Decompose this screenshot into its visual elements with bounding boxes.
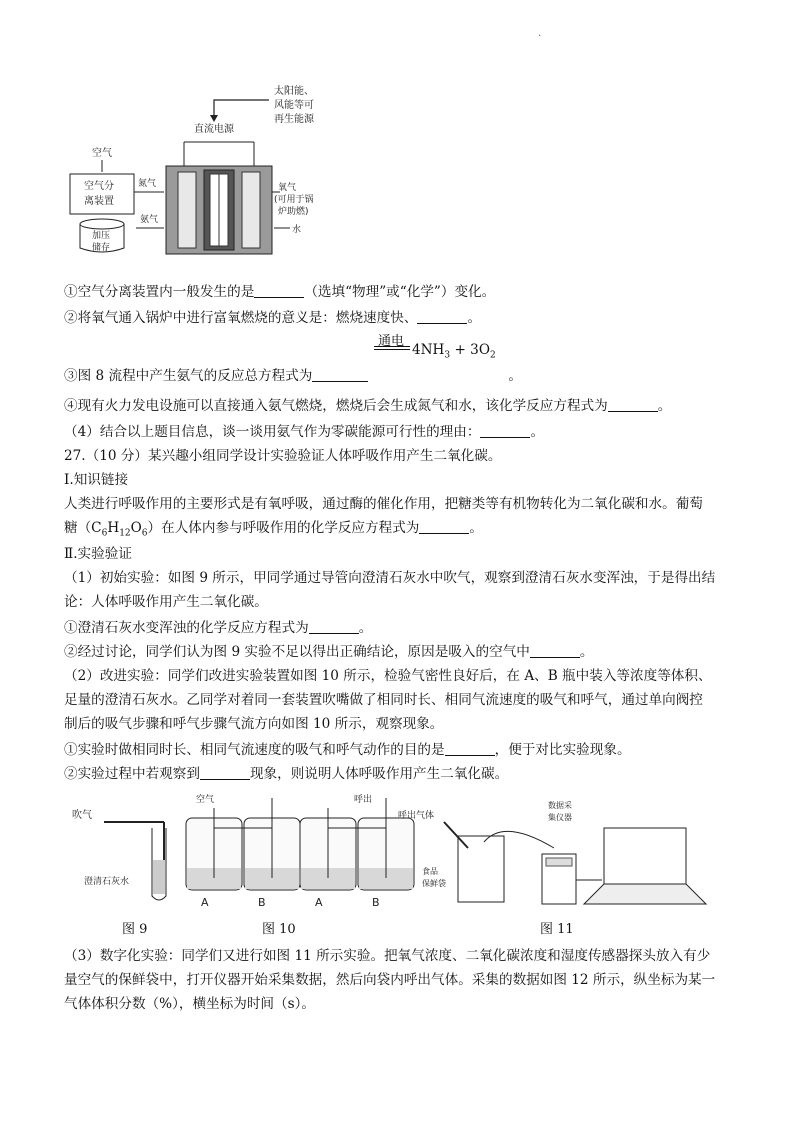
section-experiment: Ⅱ.实验验证 [64, 546, 132, 562]
answer-blank[interactable] [254, 283, 304, 298]
experiment-1-q1: ①澄清石灰水变浑浊的化学反应方程式为 。 [64, 620, 373, 636]
question-4: ④现有火力发电设施可以直接通入氨气燃烧，燃烧后会生成氮气和水，该化学反应方程式为 。 [64, 398, 672, 414]
laptop-screen [604, 828, 686, 884]
section-knowledge: Ⅰ.知识链接 [64, 472, 129, 488]
nitrogen-label: 氮气 [138, 179, 157, 189]
experiment-2-line-3: 制后的吸气步骤和呼气步骤气流方向如图 10 所示，观察现象。 [64, 716, 444, 732]
answer-blank[interactable] [530, 643, 580, 658]
paragraph-2: 糖$(C_6H_{12}O_6)$在人体内参与呼吸作用的化学反应方程式为 。 [64, 520, 483, 539]
oxygen-line-2: (可用于锅 [274, 195, 314, 205]
renewable-line-2: 风能等可 [274, 100, 314, 111]
renewable-line-3: 再生能源 [274, 114, 314, 125]
question-27-title: 27.（10 分）某兴趣小组同学设计实验验证人体呼吸作用产生二氧化碳。 [64, 448, 502, 464]
separator-line-1: 空气分 [84, 181, 114, 192]
bag-line-2: 保鲜袋 [422, 879, 446, 888]
air-separator-box [70, 174, 134, 214]
bottle-a-label: A [201, 896, 209, 909]
oxygen-line-1: 氧气 [278, 183, 297, 193]
laptop-keyboard [584, 884, 706, 904]
caption-figure-10: 图 10 [262, 922, 296, 937]
question-5: （4）结合以上题目信息，谈一谈用氨气作为零碳能源可行性的理由： 。 [64, 424, 545, 440]
bottle-a-label-2: A [315, 896, 323, 909]
blow-label: 吹气 [72, 810, 92, 821]
separator-line-2: 离装置 [84, 196, 114, 207]
ammonia-label: 氨气 [140, 215, 159, 225]
experiment-1-line-2: 论：人体呼吸作用产生二氧化碳。 [64, 594, 268, 610]
answer-blank[interactable] [200, 765, 250, 780]
answer-blank[interactable] [309, 619, 359, 634]
experiment-1-line-1: （1）初始实验：如图 9 所示，甲同学通过导管向澄清石灰水中吹气，观察到澄清石灰水变浑浊，于是得出结 [64, 570, 716, 586]
experiment-2-line-2: 足量的澄清石灰水。乙同学对着同一套装置吹嘴做了相同时长、相同气流速度的吸气和呼气，通过单向阀控 [64, 692, 703, 708]
answer-blank[interactable] [417, 309, 467, 324]
paragraph-1: 人类进行呼吸作用的主要形式是有氧呼吸，通过酶的催化作用，把糖类等有机物转化为二氧化碳和水。葡萄 [64, 496, 703, 512]
figure-8-diagram [64, 82, 364, 262]
caption-figure-9: 图 9 [122, 922, 148, 937]
air-label: 空气 [92, 148, 112, 159]
bottle-b-label: B [258, 896, 266, 909]
bottle-b-label-2: B [372, 896, 380, 909]
answer-blank[interactable] [608, 397, 658, 412]
storage-line-1: 加压 [92, 231, 111, 241]
answer-blank[interactable] [445, 741, 495, 756]
experiment-3-line-2: 量空气的保鲜袋中，打开仪器开始采集数据，然后向袋内呼出气体。采集的数据如图 12 所示，纵坐标为某一 [64, 972, 716, 988]
experiment-2-q1: ①实验时做相同时长、相同气流速度的吸气和呼气动作的目的是 ，便于对比实验现象。 [64, 742, 631, 758]
question-1: ①空气分离装置内一般发生的是 （选填“物理”或“化学”）变化。 [64, 284, 496, 300]
experiment-3-line-3: 气体体积分数（%），横坐标为时间（s）。 [64, 996, 315, 1012]
renewable-label [274, 84, 315, 125]
exhale-gas-label: 呼出气体 [398, 811, 435, 821]
storage-line-2: 储存 [92, 243, 111, 253]
renewable-line-1: 太阳能、 [274, 86, 314, 97]
renewable-arrow [214, 100, 269, 118]
collector-line-1: 数据采 [548, 801, 572, 810]
dc-power-label: 直流电源 [194, 124, 234, 135]
equation-products: $4NH_3 + 3O_2$ [412, 342, 496, 361]
figures-9-10-11 [64, 788, 764, 912]
question-2: ②将氧气通入锅炉中进行富氧燃烧的意义是：燃烧速度快、 。 [64, 310, 482, 326]
experiment-3-line-1: （3）数字化实验：同学们又进行如图 11 所示实验。把氧气浓度、二氧化碳浓度和湿度传感器探头放入有少 [64, 948, 711, 964]
page-dot: . [538, 28, 542, 39]
figure-11 [398, 800, 706, 904]
experiment-2-q2: ②实验过程中若观察到 现象，则说明人体呼吸作用产生二氧化碳。 [64, 766, 509, 782]
answer-blank[interactable] [312, 367, 368, 382]
answer-blank[interactable] [480, 423, 530, 438]
reaction-condition: 通电 [378, 334, 405, 349]
figure-10-left [186, 793, 300, 909]
water-label: 水 [292, 225, 302, 235]
figure-10-right [300, 793, 414, 909]
question-3: ③图 8 流程中产生氨气的反应总方程式为 。 [64, 368, 522, 384]
bag-line-1: 食品 [422, 867, 438, 876]
collector-line-2: 集仪器 [548, 813, 572, 822]
oxygen-line-3: 炉助燃) [278, 207, 309, 217]
caption-figure-11: 图 11 [540, 922, 574, 937]
air-label-left: 空气 [196, 795, 215, 805]
experiment-1-q2: ②经过讨论，同学们认为图 9 实验不足以得出正确结论，原因是吸入的空气中 。 [64, 644, 594, 660]
figure-9 [72, 808, 166, 900]
ammonia-equation [374, 334, 524, 364]
answer-blank[interactable] [419, 519, 469, 534]
limewater-label: 澄清石灰水 [84, 877, 130, 887]
experiment-2-line-1: （2）改进实验：同学们改进实验装置如图 10 所示，检验气密性良好后，在 A、B 瓶中装入等浓度等体积、 [64, 668, 712, 684]
exhale-label: 呼出 [354, 795, 373, 805]
